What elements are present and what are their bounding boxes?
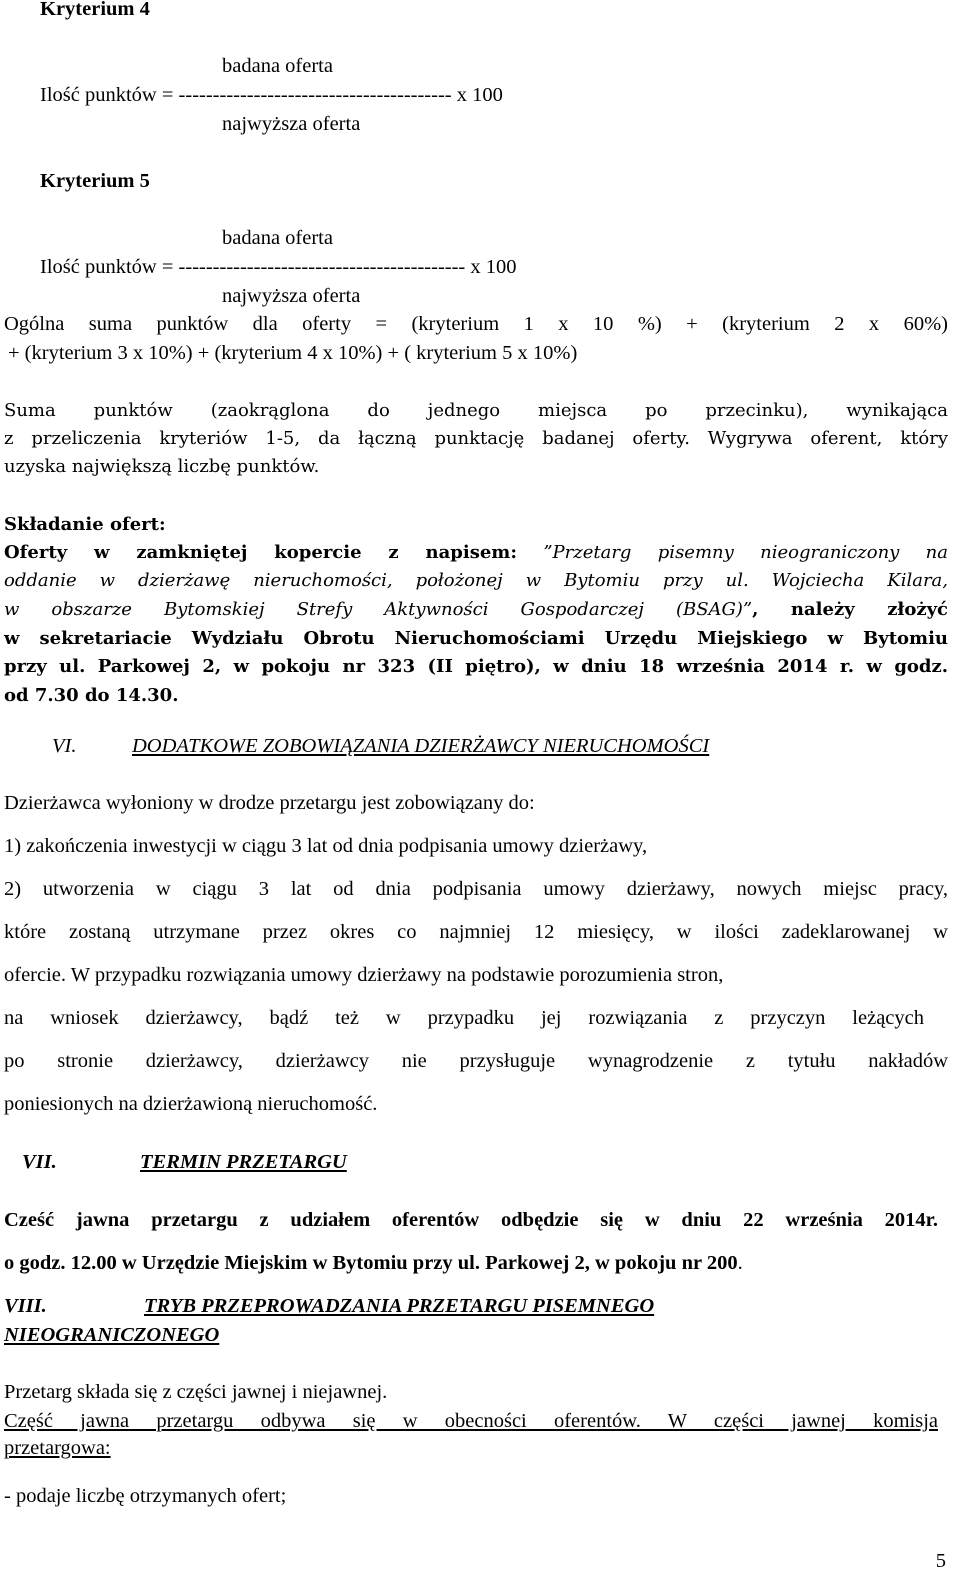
k5-denominator: najwyższa oferta — [222, 285, 361, 307]
section8-line2: Część jawna przetargu odbywa się w obecności oferentów. W części jawnej komisja — [4, 1410, 938, 1432]
total-formula-line2: + (kryterium 3 x 10%) + (kryterium 4 x 10%) + ( kryterium 5 x 10%) — [8, 342, 578, 364]
section8-line3: przetargowa: — [4, 1437, 111, 1459]
submission-line3-italic: w obszarze Bytomskiej Strefy Aktywności Gospodarczej (BSAG)” — [4, 599, 753, 620]
kryterium-4-heading: Kryterium 4 — [40, 0, 150, 20]
sum-note-line2: z przeliczenia kryteriów 1-5, da łączną punktację badanej oferty. Wygrywa oferent, który — [4, 428, 948, 449]
submission-line1-italic: ”Przetarg pisemny nieograniczony na — [516, 542, 948, 563]
sum-note-line1: Suma punktów (zaokrąglona do jednego miejsca po przecinku), wynikająca — [4, 400, 948, 421]
submission-line6: od 7.30 do 14.30. — [4, 685, 179, 706]
section7-line2-bold: o godz. 12.00 w Urzędzie Miejskim w Bytomiu przy ul. Parkowej 2, w pokoju nr 200 — [4, 1252, 738, 1274]
section6-intro: Dzierżawca wyłoniony w drodze przetargu jest zobowiązany do: — [4, 792, 535, 814]
page-number: 5 — [935, 1550, 946, 1572]
submission-line5: przy ul. Parkowej 2, w pokoju nr 323 (II piętro), w dniu 18 września 2014 r. w godz. — [4, 656, 948, 677]
k4-formula: Ilość punktów = ---------------------------------------- x 100 — [40, 84, 503, 106]
section8-line1: Przetarg składa się z części jawnej i niejawnej. — [4, 1381, 388, 1403]
submission-line2: oddanie w dzierżawę nieruchomości, położonej w Bytomiu przy ul. Wojciecha Kilara, — [4, 570, 948, 591]
section7-line2 — [4, 1252, 743, 1275]
section7-title: TERMIN PRZETARGU — [140, 1151, 347, 1173]
k4-numerator: badana oferta — [222, 55, 333, 77]
section6-number: VI. — [52, 735, 77, 757]
k5-numerator: badana oferta — [222, 227, 333, 249]
section6-item2-line1: 2) utworzenia w ciągu 3 lat od dnia podpisania umowy dzierżawy, nowych miejsc pracy, — [4, 878, 948, 900]
section6-item2-line6: poniesionych na dzierżawioną nieruchomość. — [4, 1093, 378, 1115]
sum-note-line3: uzyska największą liczbę punktów. — [4, 456, 320, 477]
submission-line3-bold: , należy złożyć — [752, 599, 948, 620]
section6-item2-line4: na wniosek dzierżawcy, bądź też w przypadku jej rozwiązania z przyczyn leżących — [4, 1007, 924, 1029]
section6-item1: 1) zakończenia inwestycji w ciągu 3 lat od dnia podpisania umowy dzierżawy, — [4, 835, 648, 857]
submission-heading: Składanie ofert: — [4, 514, 166, 535]
total-formula-line1: Ogólna suma punktów dla oferty = (kryterium 1 x 10 %) + (kryterium 2 x 60%) — [4, 313, 948, 335]
submission-line4: w sekretariacie Wydziału Obrotu Nieruchomościami Urzędu Miejskiego w Bytomiu — [4, 628, 948, 649]
section6-item2-line3: ofercie. W przypadku rozwiązania umowy dzierżawy na podstawie porozumienia stron, — [4, 964, 724, 986]
section8-title-line2: NIEOGRANICZONEGO — [4, 1324, 220, 1346]
section8-line4: - podaje liczbę otrzymanych ofert; — [4, 1485, 287, 1507]
section7-line1: Cześć jawna przetargu z udziałem oferentów odbędzie się w dniu 22 września 2014r. — [4, 1209, 938, 1231]
k4-denominator: najwyższa oferta — [222, 113, 361, 135]
section7-line2-end: . — [737, 1252, 743, 1274]
section6-item2-line5: po stronie dzierżawcy, dzierżawcy nie przysługuje wynagrodzenie z tytułu nakładów — [4, 1050, 948, 1072]
submission-line1 — [4, 542, 948, 563]
k5-formula: Ilość punktów = ------------------------------------------ x 100 — [40, 256, 517, 278]
submission-line3 — [4, 599, 948, 620]
section6-title: DODATKOWE ZOBOWIĄZANIA DZIERŻAWCY NIERUCHOMOŚCI — [132, 735, 710, 757]
section8-number: VIII. — [4, 1295, 47, 1317]
submission-line1-bold: Oferty w zamkniętej kopercie z napisem: — [4, 542, 517, 563]
kryterium-5-heading: Kryterium 5 — [40, 170, 150, 192]
section7-number: VII. — [22, 1151, 57, 1173]
section6-item2-line2: które zostaną utrzymane przez okres co najmniej 12 miesięcy, w ilości zadeklarowanej w — [4, 921, 948, 943]
section8-title-line1: TRYB PRZEPROWADZANIA PRZETARGU PISEMNEGO — [144, 1295, 655, 1317]
